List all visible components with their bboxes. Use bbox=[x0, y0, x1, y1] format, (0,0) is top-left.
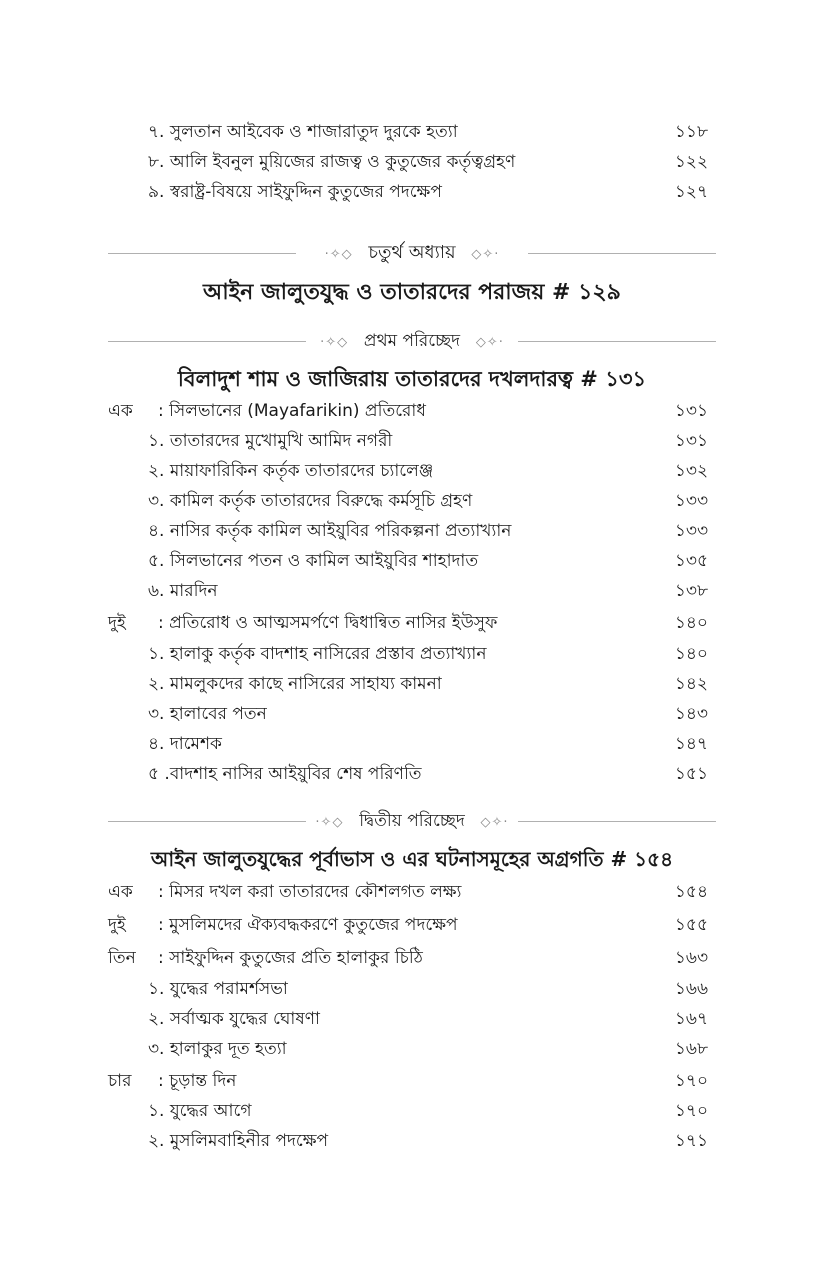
section-divider bbox=[108, 806, 716, 836]
entry-text: ৭. সুলতান আইবেক ও শাজারাতুদ দুরকে হত্যা bbox=[148, 122, 458, 142]
entry-page: ১৬৬ bbox=[674, 979, 708, 999]
section-label: দ্বিতীয় পরিচ্ছেদ bbox=[349, 811, 475, 831]
group-page: ১৬৩ bbox=[674, 948, 708, 968]
entry-text: ২. মামলুকদের কাছে নাসিরের সাহায্য কামনা bbox=[148, 674, 442, 694]
entry-page: ১৩৫ bbox=[674, 551, 708, 571]
group-text: : সাইফুদ্দিন কুতুজের প্রতি হালাকুর চিঠি bbox=[158, 948, 423, 968]
toc-entry[interactable] bbox=[108, 457, 708, 485]
entry-text: ১. তাতারদের মুখোমুখি আমিদ নগরী bbox=[148, 431, 393, 451]
toc-entry[interactable] bbox=[108, 487, 708, 515]
ornament-icon: ◇✧· bbox=[475, 335, 504, 350]
toc-entry[interactable] bbox=[108, 640, 708, 668]
toc-group[interactable] bbox=[108, 944, 708, 972]
entry-page: ১৪০ bbox=[674, 644, 708, 664]
group-text: : সিলভানের (Mayafarikin) প্রতিরোধ bbox=[158, 401, 426, 421]
entry-text: ২. সর্বাত্মক যুদ্ধের ঘোষণা bbox=[148, 1009, 320, 1029]
entry-text: ২. মায়াফারিকিন কর্তৃক তাতারদের চ্যালেঞ্জ bbox=[148, 461, 434, 481]
toc-entry[interactable] bbox=[108, 1127, 708, 1155]
group-label: তিন bbox=[108, 948, 136, 968]
toc-entry[interactable] bbox=[108, 670, 708, 698]
ornament-icon: ·✧◇ bbox=[324, 247, 353, 262]
group-page: ১৭০ bbox=[674, 1071, 708, 1091]
entry-text: ৮. আলি ইবনুল মুয়িজের রাজত্ব ও কুতুজের কর্তৃত্বগ্রহণ bbox=[148, 152, 516, 172]
entry-text: ১. যুদ্ধের আগে bbox=[148, 1101, 252, 1121]
group-text: : চূড়ান্ত দিন bbox=[158, 1071, 237, 1091]
entry-page: ১৭০ bbox=[674, 1101, 708, 1121]
ornament-icon: ◇✧· bbox=[471, 247, 500, 262]
ornament-icon: ◇✧· bbox=[480, 815, 509, 830]
toc-entry[interactable] bbox=[108, 178, 708, 206]
group-page: ১৩১ bbox=[674, 401, 708, 421]
toc-entry[interactable] bbox=[108, 1097, 708, 1125]
entry-text: ৯. স্বরাষ্ট্র-বিষয়ে সাইফুদ্দিন কুতুজের পদক্ষেপ bbox=[148, 182, 442, 202]
section-title[interactable]: বিলাদুশ শাম ও জাজিরায় তাতারদের দখলদারত্ব # ১৩১ bbox=[177, 367, 647, 391]
group-label: দুই bbox=[108, 915, 126, 935]
entry-text: ৫ .বাদশাহ নাসির আইয়ুবির শেষ পরিণতি bbox=[148, 764, 422, 784]
group-page: ১৫৫ bbox=[674, 915, 708, 935]
toc-entry[interactable] bbox=[108, 975, 708, 1003]
section-title[interactable]: আইন জালুতযুদ্ধের পূর্বাভাস ও এর ঘটনাসমূহের অগ্রগতি # ১৫৪ bbox=[150, 847, 674, 871]
toc-entry[interactable] bbox=[108, 760, 708, 788]
toc-entry[interactable] bbox=[108, 118, 708, 146]
entry-text: ১. যুদ্ধের পরামর্শসভা bbox=[148, 979, 288, 999]
entry-text: ৩. হালাকুর দূত হত্যা bbox=[148, 1039, 287, 1059]
group-label: চার bbox=[108, 1071, 132, 1091]
toc-entry[interactable] bbox=[108, 1035, 708, 1063]
entry-page: ১২২ bbox=[674, 152, 708, 172]
entry-page: ১৩৮ bbox=[674, 581, 708, 601]
section-divider bbox=[108, 326, 716, 356]
entry-text: ৩. কামিল কর্তৃক তাতারদের বিরুদ্ধে কর্মসূচি গ্রহণ bbox=[148, 491, 473, 511]
chapter-label: চতুর্থ অধ্যায় bbox=[358, 242, 465, 263]
entry-page: ১৫১ bbox=[674, 764, 708, 784]
toc-group[interactable] bbox=[108, 911, 708, 939]
entry-page: ১৪২ bbox=[674, 674, 708, 694]
toc-group[interactable] bbox=[108, 878, 708, 906]
toc-entry[interactable] bbox=[108, 517, 708, 545]
entry-text: ৪. নাসির কর্তৃক কামিল আইয়ুবির পরিকল্পনা প্রত্যাখ্যান bbox=[148, 521, 512, 541]
toc-group[interactable] bbox=[108, 609, 708, 637]
entry-page: ১৬৮ bbox=[674, 1039, 708, 1059]
group-text: : প্রতিরোধ ও আত্মসমর্পণে দ্বিধান্বিত নাসির ইউসুফ bbox=[158, 613, 498, 633]
group-text: : মিসর দখল করা তাতারদের কৌশলগত লক্ষ্য bbox=[158, 882, 462, 902]
entry-page: ১৪৩ bbox=[674, 704, 708, 724]
entry-page: ১৩২ bbox=[674, 461, 708, 481]
group-page: ১৪০ bbox=[674, 613, 708, 633]
group-text: : মুসলিমদের ঐক্যবদ্ধকরণে কুতুজের পদক্ষেপ bbox=[158, 915, 458, 935]
entry-page: ১৩১ bbox=[674, 431, 708, 451]
group-label: দুই bbox=[108, 613, 126, 633]
entry-page: ১৭১ bbox=[674, 1131, 708, 1151]
toc-group[interactable] bbox=[108, 1067, 708, 1095]
chapter-divider bbox=[108, 238, 716, 268]
toc-entry[interactable] bbox=[108, 427, 708, 455]
group-label: এক bbox=[108, 882, 133, 902]
toc-entry[interactable] bbox=[108, 577, 708, 605]
entry-page: ১১৮ bbox=[674, 122, 708, 142]
section-label: প্রথম পরিচ্ছেদ bbox=[354, 331, 470, 351]
toc-entry[interactable] bbox=[108, 1005, 708, 1033]
entry-page: ১৬৭ bbox=[674, 1009, 708, 1029]
entry-text: ৬. মারদিন bbox=[148, 581, 218, 601]
entry-text: ৩. হালাবের পতন bbox=[148, 704, 267, 724]
group-label: এক bbox=[108, 401, 133, 421]
toc-entry[interactable] bbox=[108, 148, 708, 176]
toc-group[interactable] bbox=[108, 397, 708, 425]
entry-text: ৫. সিলভানের পতন ও কামিল আইয়ুবির শাহাদাত bbox=[148, 551, 479, 571]
entry-page: ১৪৭ bbox=[674, 734, 708, 754]
chapter-title[interactable]: আইন জালুতযুদ্ধ ও তাতারদের পরাজয় # ১২৯ bbox=[203, 280, 621, 305]
ornament-icon: ·✧◇ bbox=[315, 815, 344, 830]
entry-page: ১৩৩ bbox=[674, 491, 708, 511]
entry-page: ১৩৩ bbox=[674, 521, 708, 541]
ornament-icon: ·✧◇ bbox=[320, 335, 349, 350]
toc-entry[interactable] bbox=[108, 547, 708, 575]
toc-entry[interactable] bbox=[108, 730, 708, 758]
entry-page: ১২৭ bbox=[674, 182, 708, 202]
entry-text: ১. হালাকু কর্তৃক বাদশাহ নাসিরের প্রস্তাব প্রত্যাখ্যান bbox=[148, 644, 487, 664]
entry-text: ৪. দামেশক bbox=[148, 734, 222, 754]
entry-text: ২. মুসলিমবাহিনীর পদক্ষেপ bbox=[148, 1131, 329, 1151]
group-page: ১৫৪ bbox=[674, 882, 708, 902]
toc-entry[interactable] bbox=[108, 700, 708, 728]
